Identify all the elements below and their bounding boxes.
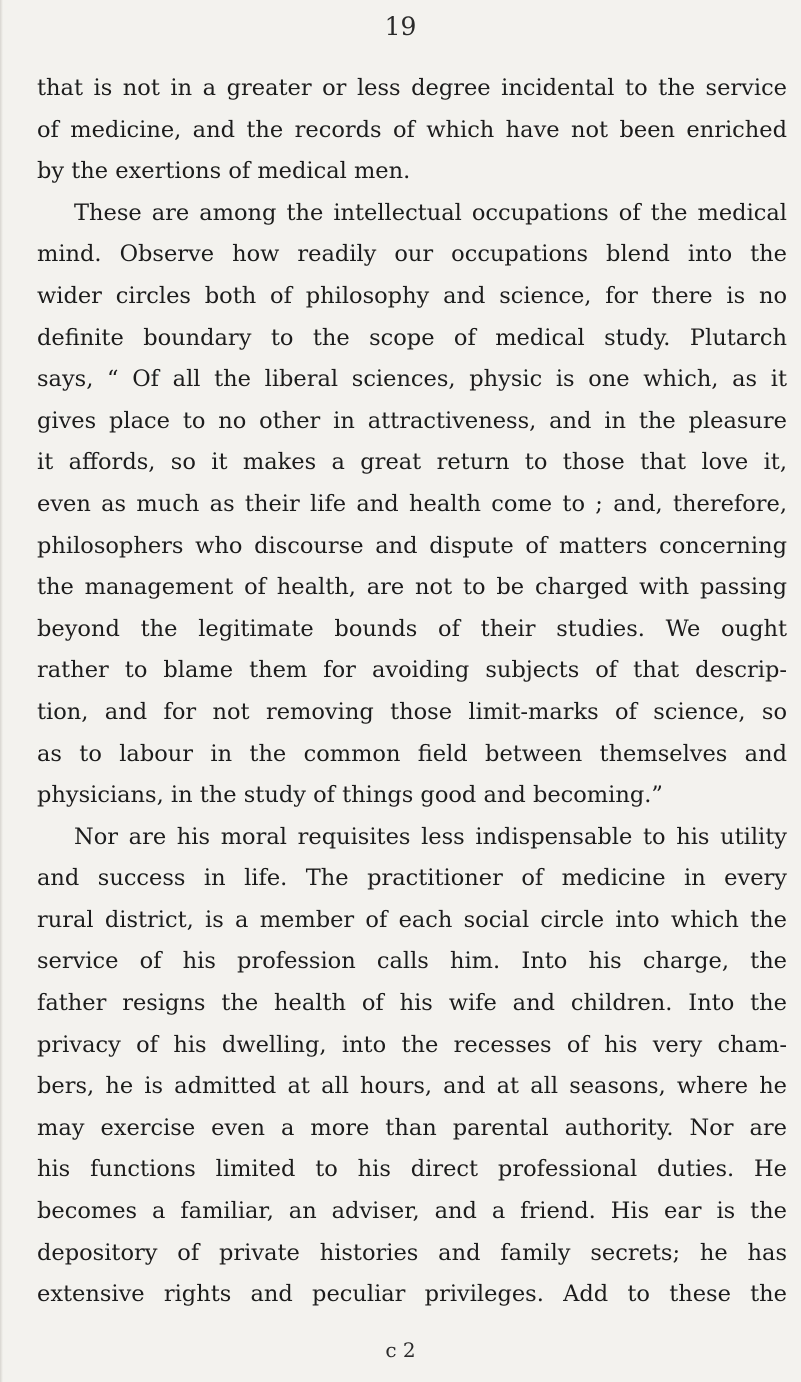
text-line: gives place to no other in attractiveness, and in the pleasure (37, 407, 787, 434)
text-line: definite boundary to the scope of medical study. Plutarch (37, 324, 787, 351)
page-left-edge (0, 0, 3, 1382)
text-line: that is not in a greater or less degree incidental to the service (37, 75, 787, 101)
text-line: extensive rights and peculiar privileges. Add to these the (37, 1281, 787, 1308)
text-line: bers, he is admitted at all hours, and at all seasons, where he (37, 1073, 787, 1100)
text-line: wider circles both of philosophy and science, for there is no (37, 282, 787, 309)
text-line: rural district, is a member of each social circle into which the (37, 906, 787, 933)
text-line: service of his profession calls him. Into his charge, the (37, 948, 787, 975)
text-line: his functions limited to his direct professional duties. He (37, 1156, 787, 1183)
text-line: says, “ Of all the liberal sciences, physic is one which, as it (37, 366, 787, 393)
text-line: Nor are his moral requisites less indispensable to his utility (74, 823, 787, 850)
text-line: of medicine, and the records of which have not been enriched (37, 116, 787, 143)
text-line: and success in life. The practitioner of medicine in every (37, 865, 787, 892)
text-line: may exercise even a more than parental authority. Nor are (37, 1114, 787, 1141)
text-line: rather to blame them for avoiding subjects of that descrip- (37, 657, 787, 684)
text-line: privacy of his dwelling, into the recesses of his very cham- (37, 1031, 787, 1058)
text-line: beyond the legitimate bounds of their studies. We ought (37, 615, 787, 642)
text-line: father resigns the health of his wife and children. Into the (37, 990, 787, 1017)
page-number: 19 (384, 12, 417, 41)
text-line: the management of health, are not to be charged with passing (37, 574, 787, 601)
text-line: physicians, in the study of things good and becoming.” (37, 782, 663, 809)
text-line: depository of private histories and family secrets; he has (37, 1239, 787, 1266)
text-line: even as much as their life and health come to ; and, therefore, (37, 490, 787, 517)
text-line: by the exertions of medical men. (37, 158, 411, 185)
text-line: mind. Observe how readily our occupations blend into the (37, 241, 787, 268)
text-line: tion, and for not removing those limit-marks of science, so (37, 698, 787, 725)
text-line: These are among the intellectual occupations of the medical (74, 199, 787, 226)
text-line: becomes a familiar, an adviser, and a friend. His ear is the (37, 1198, 787, 1225)
text-line: philosophers who discourse and dispute of matters concerning (37, 532, 787, 559)
text-line: as to labour in the common field between themselves and (37, 740, 787, 767)
body-text (37, 68, 787, 1316)
text-line: it affords, so it makes a great return to those that love it, (37, 449, 787, 476)
signature-mark: c 2 (385, 1338, 416, 1362)
